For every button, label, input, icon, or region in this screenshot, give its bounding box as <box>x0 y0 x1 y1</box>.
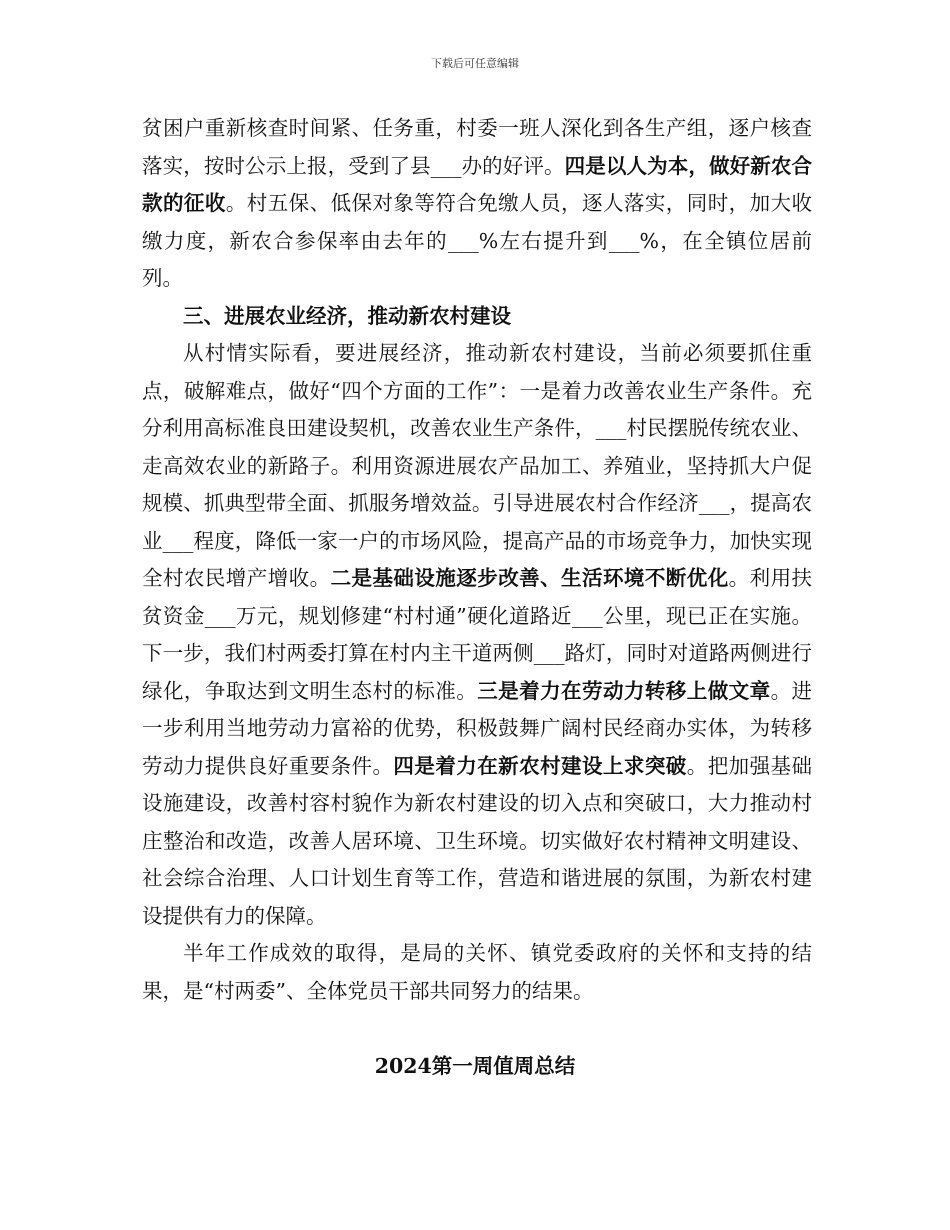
paragraph-2-text-4: 。把加强基础设施建设，改善村容村貌作为新农村建设的切入点和突破口，大力推动村庄整治和改造，改善人居环境、卫生环境。切实做好农村精神文明建设、社会综合治理、人口计划生育等工作，营造和谐进展的氛围，为新农村建设提供有力的保障。 <box>142 753 813 928</box>
paragraph-2 <box>142 335 812 935</box>
paragraph-2-bold-3: 四是着力在新农村建设上求突破 <box>393 753 687 778</box>
paragraph-1-text-2: 。村五保、低保对象等符合免缴人员，逐人落实，同时，加大收缴力度，新农合参保率由去年的___%左右提升到___%，在全镇位居前列。 <box>142 191 813 290</box>
paragraph-2-text-1: 从村情实际看，要进展经济，推动新农村建设，当前必须要抓住重点，破解难点，做好“四个方面的工作”：一是着力改善农业生产条件。充分利用高标准良田建设契机，改善农业生产条件，___村民摆脱传统农业、走高效农业的新路子。利用资源进展农产品加工、养殖业，坚持抓大户促规模、抓典型带全面、抓服务增效益。引导进展农村合作经济___，提高农业___程度，降低一家一户的市场风险，提高产品的市场竞争力，加快实现全村农民增产增收。 <box>142 341 812 590</box>
page-header: 下载后可任意编辑 <box>431 57 519 70</box>
paragraph-2-bold-2: 三是着力在劳动力转移上做文章 <box>477 678 771 703</box>
document-body <box>142 110 812 1010</box>
paragraph-1 <box>142 110 812 298</box>
paragraph-2-text-2: 。利用扶贫资金___万元，规划修建“村村通”硬化道路近___公里，现已正在实施。下一步，我们村两委打算在村内主干道两侧___路灯，同时对道路两侧进行绿化，争取达到文明生态村的标准。 <box>142 566 813 703</box>
paragraph-3: 半年工作成效的取得，是局的关怀、镇党委政府的关怀和支持的结果，是“村两委”、全体党员干部共同努力的结果。 <box>142 941 812 1003</box>
paragraph-1-text-1: 贫困户重新核查时间紧、任务重，村委一班人深化到各生产组，逐户核查落实，按时公示上报，受到了县___办的好评。 <box>142 116 812 178</box>
section-heading: 三、进展农业经济，推动新农村建设 <box>183 303 511 328</box>
paragraph-1-bold-1: 四是以人为本，做好新农合款的征收 <box>142 153 813 215</box>
paragraph-2-text-3: 。进一步利用当地劳动力富裕的优势，积极鼓舞广阔村民经商办实体，为转移劳动力提供良好重要条件。 <box>142 678 813 778</box>
paragraph-2-bold-1: 二是基础设施逐步改善、生活环境不断优化 <box>330 566 729 590</box>
document-title: 2024第一周值周总结 <box>374 1054 576 1078</box>
